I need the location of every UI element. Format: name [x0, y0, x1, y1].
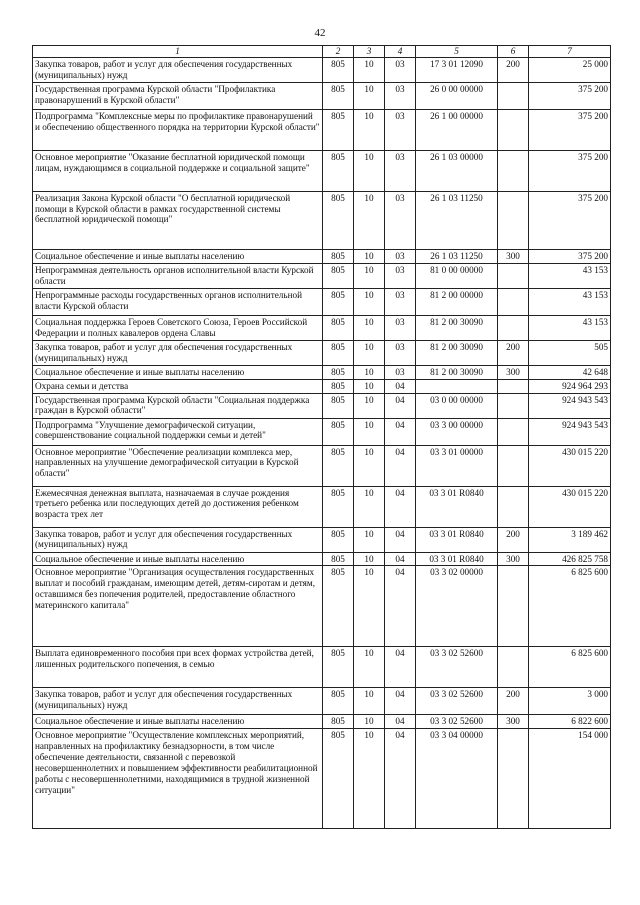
row-code: 10 [354, 340, 385, 365]
row-code: 26 1 03 11250 [416, 249, 498, 263]
table-row [33, 191, 611, 249]
row-code [498, 647, 529, 688]
row-code: 81 2 00 30090 [416, 315, 498, 340]
row-code: 04 [385, 445, 416, 486]
row-amount: 3 000 [529, 688, 611, 715]
row-name: Социальное обеспечение и иные выплаты населению [33, 365, 323, 379]
row-code: 805 [323, 715, 354, 729]
row-code: 81 0 00 00000 [416, 263, 498, 288]
row-name: Непрограммные расходы государственных органов исполнительной власти Курской области [33, 288, 323, 315]
row-code: 805 [323, 566, 354, 647]
row-code: 10 [354, 418, 385, 445]
header-row [33, 46, 611, 58]
row-code: 03 [385, 365, 416, 379]
table-row [33, 288, 611, 315]
table-row [33, 527, 611, 552]
row-name: Основное мероприятие "Оказание бесплатной юридической помощи лицам, нуждающимся в социальной поддержке и социальной защите" [33, 150, 323, 191]
row-name: Государственная программа Курской области "Социальная поддержка граждан в Курской области" [33, 393, 323, 418]
row-code: 10 [354, 191, 385, 249]
row-code: 805 [323, 379, 354, 393]
row-code: 10 [354, 263, 385, 288]
row-code: 03 3 01 R0840 [416, 527, 498, 552]
row-code: 04 [385, 729, 416, 829]
row-code: 03 [385, 288, 416, 315]
row-name: Охрана семьи и детства [33, 379, 323, 393]
row-code: 200 [498, 527, 529, 552]
table-row [33, 393, 611, 418]
row-code: 805 [323, 150, 354, 191]
row-amount: 375 200 [529, 82, 611, 109]
row-code: 04 [385, 379, 416, 393]
row-code: 03 3 01 00000 [416, 445, 498, 486]
row-code: 805 [323, 82, 354, 109]
row-code: 03 3 02 52600 [416, 688, 498, 715]
header-cell: 1 [33, 46, 323, 58]
row-code [498, 191, 529, 249]
row-name: Закупка товаров, работ и услуг для обеспечения государственных (муниципальных) нужд [33, 688, 323, 715]
row-code: 04 [385, 715, 416, 729]
row-amount: 430 015 220 [529, 445, 611, 486]
row-code [498, 486, 529, 527]
budget-table [32, 45, 611, 829]
row-code: 04 [385, 486, 416, 527]
row-amount: 924 943 543 [529, 393, 611, 418]
row-name: Закупка товаров, работ и услуг для обеспечения государственных (муниципальных) нужд [33, 58, 323, 83]
row-code: 10 [354, 527, 385, 552]
row-code: 03 [385, 58, 416, 83]
row-code: 805 [323, 688, 354, 715]
row-code: 10 [354, 566, 385, 647]
header-cell: 2 [323, 46, 354, 58]
row-code: 805 [323, 393, 354, 418]
row-amount: 43 153 [529, 288, 611, 315]
row-amount: 6 825 600 [529, 647, 611, 688]
row-code: 10 [354, 365, 385, 379]
row-code: 03 3 04 00000 [416, 729, 498, 829]
table-row [33, 647, 611, 688]
row-code: 805 [323, 486, 354, 527]
row-name: Государственная программа Курской области "Профилактика правонарушений в Курской области" [33, 82, 323, 109]
row-code [498, 379, 529, 393]
row-amount: 426 825 758 [529, 552, 611, 566]
table-row [33, 249, 611, 263]
row-code: 03 3 02 00000 [416, 566, 498, 647]
header-cell: 3 [354, 46, 385, 58]
header-cell: 6 [498, 46, 529, 58]
row-code: 03 3 00 00000 [416, 418, 498, 445]
row-code: 300 [498, 365, 529, 379]
row-amount: 375 200 [529, 249, 611, 263]
row-code: 04 [385, 647, 416, 688]
row-amount: 6 825 600 [529, 566, 611, 647]
row-amount: 924 964 293 [529, 379, 611, 393]
row-code: 10 [354, 552, 385, 566]
row-name: Социальное обеспечение и иные выплаты населению [33, 715, 323, 729]
row-code: 10 [354, 315, 385, 340]
table-row [33, 365, 611, 379]
row-code: 805 [323, 263, 354, 288]
row-code [498, 82, 529, 109]
row-amount: 430 015 220 [529, 486, 611, 527]
row-code [498, 729, 529, 829]
table-row [33, 379, 611, 393]
table-row [33, 486, 611, 527]
row-code: 805 [323, 340, 354, 365]
row-code [498, 288, 529, 315]
row-amount: 43 153 [529, 263, 611, 288]
row-name: Социальное обеспечение и иные выплаты населению [33, 249, 323, 263]
row-code: 26 1 03 11250 [416, 191, 498, 249]
row-name: Реализация Закона Курской области "О бесплатной юридической помощи в Курской области в рамках государственной системы бесплатной юридической помощи" [33, 191, 323, 249]
table-row [33, 715, 611, 729]
row-name: Закупка товаров, работ и услуг для обеспечения государственных (муниципальных) нужд [33, 340, 323, 365]
row-code: 10 [354, 109, 385, 150]
row-code: 81 2 00 00000 [416, 288, 498, 315]
row-code [498, 418, 529, 445]
row-code: 10 [354, 379, 385, 393]
row-code: 805 [323, 58, 354, 83]
row-code: 03 [385, 82, 416, 109]
row-amount: 42 648 [529, 365, 611, 379]
row-code: 805 [323, 315, 354, 340]
row-code: 03 [385, 150, 416, 191]
row-code: 04 [385, 688, 416, 715]
row-code: 10 [354, 486, 385, 527]
table-row [33, 729, 611, 829]
row-amount: 25 000 [529, 58, 611, 83]
row-code: 04 [385, 527, 416, 552]
row-code: 04 [385, 393, 416, 418]
row-name: Основное мероприятие "Осуществление комплексных мероприятий, направленных на профилактику безнадзорности, в том числе обеспечение деятельности, связанной с перевозкой несовершеннолетних и повышением эффективности реабилитационной работы с несовершеннолетними, находящимися в трудной жизненной ситуации" [33, 729, 323, 829]
row-code: 200 [498, 688, 529, 715]
row-amount: 505 [529, 340, 611, 365]
row-code: 04 [385, 418, 416, 445]
row-code: 81 2 00 30090 [416, 340, 498, 365]
row-name: Социальное обеспечение и иные выплаты населению [33, 552, 323, 566]
table-row [33, 150, 611, 191]
table-row [33, 82, 611, 109]
row-code: 03 [385, 109, 416, 150]
row-code: 03 3 01 R0840 [416, 486, 498, 527]
row-code: 03 [385, 249, 416, 263]
row-code: 805 [323, 191, 354, 249]
header-cell: 7 [529, 46, 611, 58]
row-code: 10 [354, 393, 385, 418]
row-name: Непрограммная деятельность органов исполнительной власти Курской области [33, 263, 323, 288]
row-code: 200 [498, 58, 529, 83]
row-code: 805 [323, 365, 354, 379]
row-code: 10 [354, 729, 385, 829]
header-cell: 4 [385, 46, 416, 58]
row-code: 03 3 01 R0840 [416, 552, 498, 566]
row-code [498, 150, 529, 191]
row-code: 03 [385, 191, 416, 249]
row-amount: 375 200 [529, 109, 611, 150]
table-row [33, 109, 611, 150]
row-code: 300 [498, 249, 529, 263]
row-code: 200 [498, 340, 529, 365]
row-code: 300 [498, 552, 529, 566]
row-code: 10 [354, 688, 385, 715]
table-row [33, 445, 611, 486]
row-code: 04 [385, 552, 416, 566]
row-code: 805 [323, 109, 354, 150]
table-row [33, 688, 611, 715]
row-code: 10 [354, 715, 385, 729]
row-amount: 924 943 543 [529, 418, 611, 445]
row-name: Основное мероприятие "Обеспечение реализации комплекса мер, направленных на улучшение демографической ситуации в Курской области" [33, 445, 323, 486]
row-code: 805 [323, 647, 354, 688]
row-code: 03 0 00 00000 [416, 393, 498, 418]
table-row [33, 58, 611, 83]
row-code [498, 393, 529, 418]
row-amount: 375 200 [529, 191, 611, 249]
table-row [33, 418, 611, 445]
row-code: 03 [385, 340, 416, 365]
row-code: 805 [323, 288, 354, 315]
row-code: 10 [354, 150, 385, 191]
row-code [416, 379, 498, 393]
table-row [33, 566, 611, 647]
table-row [33, 340, 611, 365]
row-code [498, 109, 529, 150]
table-row [33, 552, 611, 566]
page-number: 42 [314, 27, 326, 39]
row-amount: 3 189 462 [529, 527, 611, 552]
row-name: Социальная поддержка Героев Советского Союза, Героев Российской Федерации и полных кавалеров ордена Славы [33, 315, 323, 340]
row-code: 300 [498, 715, 529, 729]
row-code: 10 [354, 82, 385, 109]
row-code: 03 [385, 315, 416, 340]
row-code: 26 1 00 00000 [416, 109, 498, 150]
row-amount: 375 200 [529, 150, 611, 191]
row-code: 26 0 00 00000 [416, 82, 498, 109]
row-code: 805 [323, 418, 354, 445]
table-row [33, 263, 611, 288]
row-code [498, 566, 529, 647]
header-cell: 5 [416, 46, 498, 58]
row-name: Закупка товаров, работ и услуг для обеспечения государственных (муниципальных) нужд [33, 527, 323, 552]
row-code: 03 3 02 52600 [416, 647, 498, 688]
row-code: 81 2 00 30090 [416, 365, 498, 379]
row-code: 10 [354, 445, 385, 486]
row-name: Основное мероприятие "Организация осуществления государственных выплат и пособий гражданам, имеющим детей, детям-сиротам и детям, оставшимся без попечения родителей, предоставление областного материнского капитала" [33, 566, 323, 647]
row-code [498, 263, 529, 288]
row-code: 805 [323, 445, 354, 486]
row-code: 03 [385, 263, 416, 288]
row-name: Подпрограмма "Улучшение демографической ситуации, совершенствование социальной поддержки семьи и детей" [33, 418, 323, 445]
row-code: 805 [323, 249, 354, 263]
row-name: Выплата единовременного пособия при всех формах устройства детей, лишенных родительского попечения, в семью [33, 647, 323, 688]
row-code: 04 [385, 566, 416, 647]
row-code: 10 [354, 288, 385, 315]
row-code: 805 [323, 729, 354, 829]
row-code: 17 3 01 12090 [416, 58, 498, 83]
row-code: 03 3 02 52600 [416, 715, 498, 729]
row-code: 10 [354, 249, 385, 263]
row-code: 10 [354, 58, 385, 83]
table-row [33, 315, 611, 340]
row-amount: 6 822 600 [529, 715, 611, 729]
row-code: 805 [323, 552, 354, 566]
row-code [498, 315, 529, 340]
row-code [498, 445, 529, 486]
row-amount: 154 000 [529, 729, 611, 829]
row-code: 805 [323, 527, 354, 552]
row-code: 26 1 03 00000 [416, 150, 498, 191]
row-amount: 43 153 [529, 315, 611, 340]
row-name: Подпрограмма "Комплексные меры по профилактике правонарушений и обеспечению общественного порядка на территории Курской области" [33, 109, 323, 150]
row-name: Ежемесячная денежная выплата, назначаемая в случае рождения третьего ребенка или последующих детей до достижения ребенком возраста трех лет [33, 486, 323, 527]
row-code: 10 [354, 647, 385, 688]
